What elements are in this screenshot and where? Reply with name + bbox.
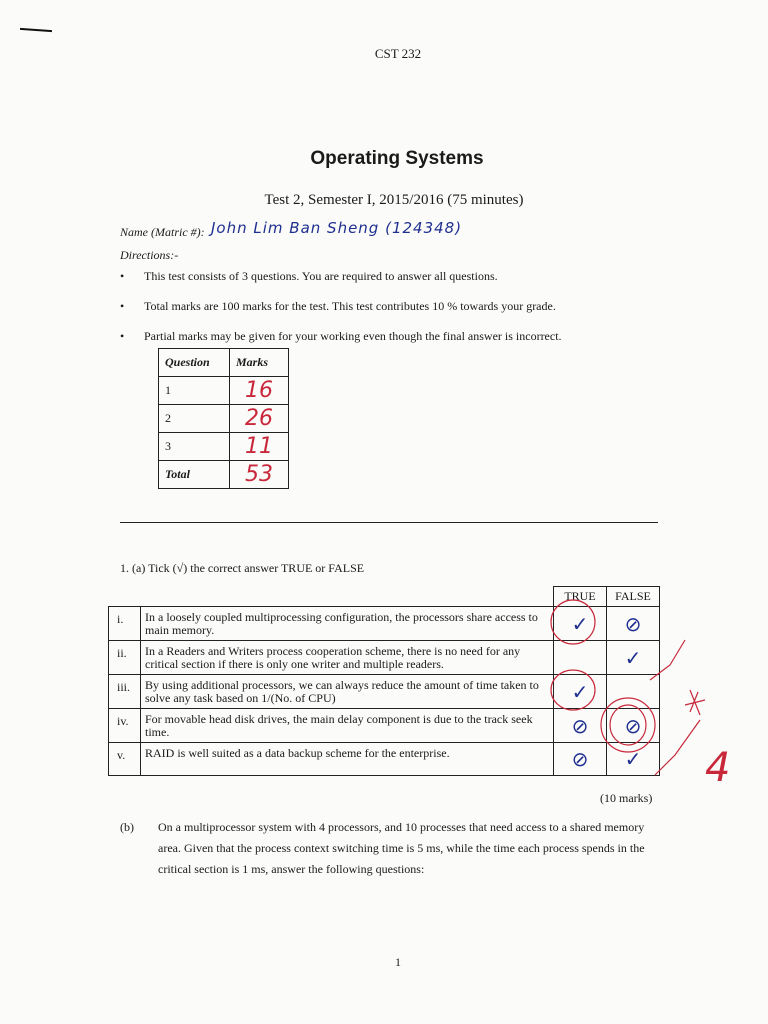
direction-bullet: • Total marks are 100 marks for the test. This test contributes 10 % towards your grade. (120, 299, 556, 313)
question-1b-text: On a multiprocessor system with 4 processors, and 10 processes that need access to a shared memory area. Given that the process context switching time is 5 ms, while the time each process spends in the critical section is 1 ms, answer the following questions: (158, 820, 645, 876)
grader-circle (610, 705, 646, 745)
table-row (159, 433, 289, 461)
question-cell: 3 (159, 433, 230, 461)
row-number: iii. (109, 675, 141, 709)
total-label: Total (159, 461, 230, 489)
row-number: iv. (109, 709, 141, 743)
marks-header-question: Question (159, 349, 230, 377)
grader-circle (551, 670, 595, 710)
marks-cell: 16 (230, 377, 289, 405)
grader-circle (601, 698, 655, 752)
bullet-text: Partial marks may be given for your working even though the final answer is incorrect. (144, 329, 562, 343)
question-cell: 1 (159, 377, 230, 405)
grader-stroke (650, 640, 685, 680)
bullet-text: This test consists of 3 questions. You are required to answer all questions. (144, 269, 498, 283)
false-checkbox[interactable]: ⊘ (607, 607, 660, 641)
statement-text: By using additional processors, we can always reduce the amount of time taken to solve any task based on 1/(No. of CPU) (141, 675, 554, 709)
question-1b-label: (b) (120, 820, 134, 834)
bullet-text: Total marks are 100 marks for the test. This test contributes 10 % towards your grade. (144, 299, 556, 313)
statement-text: For movable head disk drives, the main delay component is due to the track seek time. (141, 709, 554, 743)
grader-score-q1a: 4 (705, 745, 731, 791)
name-label: Name (Matric #): (120, 225, 205, 239)
question-1a-prompt: 1. (a) Tick (√) the correct answer TRUE or FALSE (120, 561, 365, 575)
corner-stroke (20, 28, 52, 32)
directions-label: Directions:- (120, 248, 179, 262)
table-row (159, 461, 289, 489)
question-cell: 2 (159, 405, 230, 433)
statement-text: In a Readers and Writers process cooperation scheme, there is no need for any critical section if there is only one writer and multiple readers. (141, 641, 554, 675)
marks-header-marks: Marks (230, 349, 289, 377)
marks-cell: 26 (230, 405, 289, 433)
grader-circle (551, 600, 595, 644)
test-subtitle: Test 2, Semester I, 2015/2016 (75 minutes) (264, 192, 524, 208)
marks-note: (10 marks) (600, 791, 653, 805)
grader-annotations (540, 580, 768, 820)
row-number: ii. (109, 641, 141, 675)
section-divider (120, 522, 658, 523)
row-number: v. (109, 743, 141, 776)
direction-bullet: • This test consists of 3 questions. You are required to answer all questions. (120, 269, 498, 283)
total-marks: 53 (230, 461, 289, 489)
false-checkbox[interactable]: ✓ (607, 641, 660, 675)
tf-header-true: TRUE (554, 587, 607, 607)
false-checkbox[interactable]: ✓ (607, 743, 660, 776)
marks-table (158, 348, 289, 489)
page-title: Operating Systems (310, 148, 484, 169)
true-checkbox[interactable]: ⊘ (554, 709, 607, 743)
true-checkbox[interactable]: ⊘ (554, 743, 607, 776)
true-checkbox[interactable]: ✓ (554, 607, 607, 641)
page-number: 1 (395, 955, 401, 969)
tf-header-false: FALSE (607, 587, 660, 607)
marks-cell: 11 (230, 433, 289, 461)
course-code: CST 232 (374, 46, 422, 61)
tf-header-blank (109, 587, 554, 607)
grader-strike-icon (685, 690, 705, 715)
grader-stroke (655, 720, 700, 775)
true-checkbox[interactable]: ✓ (554, 675, 607, 709)
statement-text: In a loosely coupled multiprocessing configuration, the processors share access to main memory. (141, 607, 554, 641)
statement-text: RAID is well suited as a data backup scheme for the enterprise. (141, 743, 554, 776)
false-checkbox[interactable]: ⊘ (607, 709, 660, 743)
table-row (159, 405, 289, 433)
student-name: John Lim Ban Sheng (124348) (211, 219, 463, 237)
direction-bullet: • Partial marks may be given for your working even though the final answer is incorrect. (120, 329, 562, 343)
table-row (159, 377, 289, 405)
row-number: i. (109, 607, 141, 641)
